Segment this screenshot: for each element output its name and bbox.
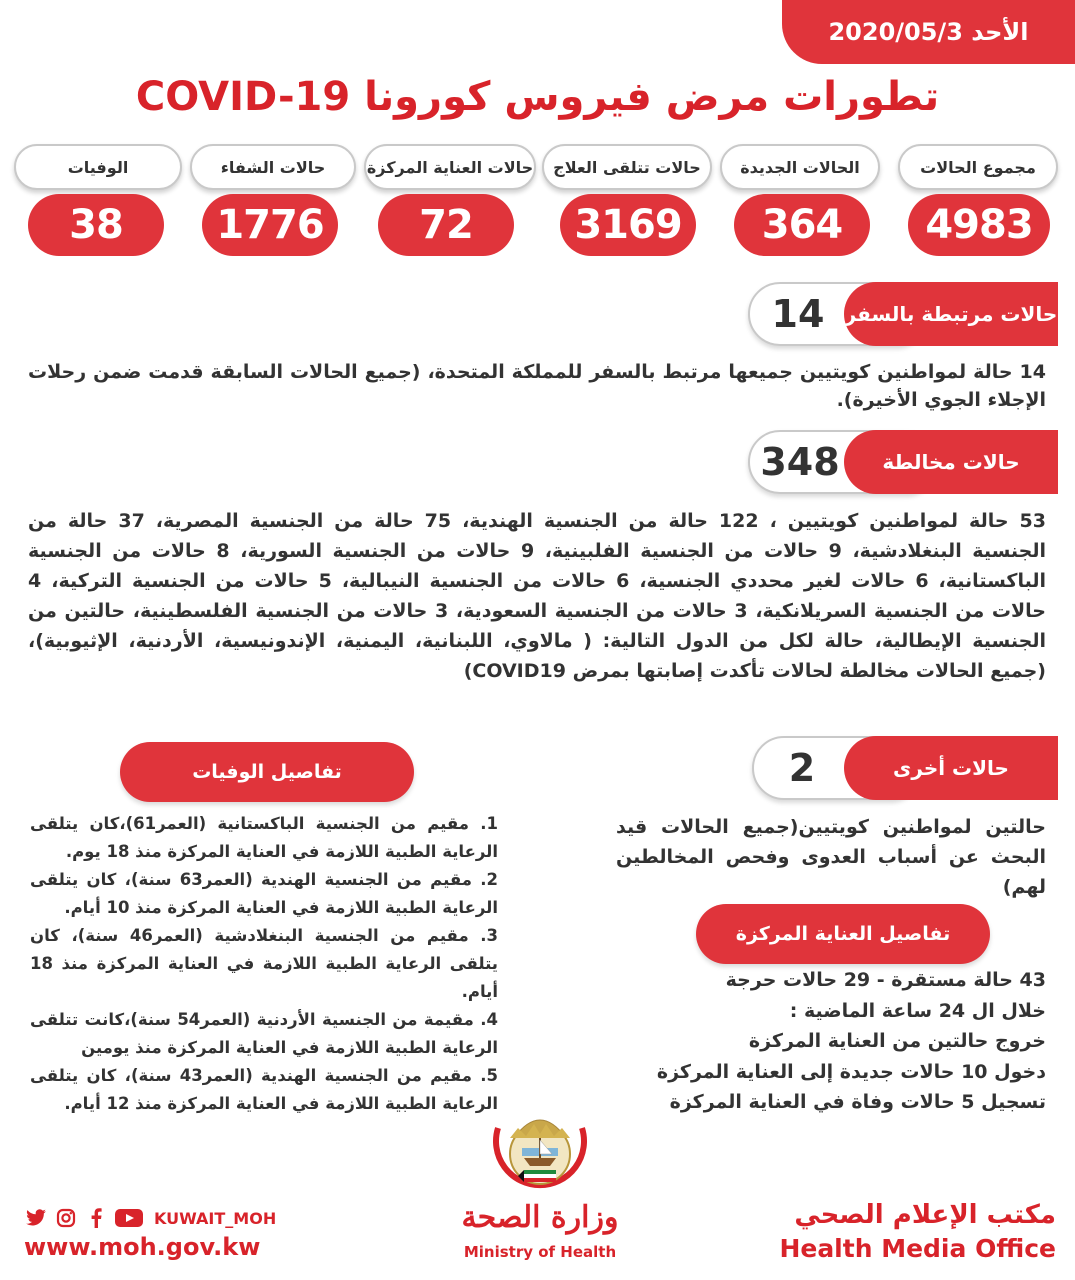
contact-section-header [748,430,1058,494]
other-section-header [752,736,1058,800]
icu-line-1: 43 حالة مستقرة - 29 حالات حرجة [725,969,1046,991]
stat-value-recovered: 1776 [202,194,338,256]
other-count: 2 [788,746,816,790]
instagram-icon[interactable] [54,1207,78,1229]
stat-label-deaths: الوفيات [14,144,182,190]
ministry-name-en: Ministry of Health [463,1243,617,1261]
stat-value-treatment: 3169 [560,194,696,256]
contact-count: 348 [760,440,840,484]
contact-text: 53 حالة لمواطنين كويتيين ، 122 حالة من الجنسية الهندية، 75 حالة من الجنسية المصرية، 37 حالة من الجنسية البنغلادشية، 9 حالات من الجنسية الفلبينية، 9 حالات من الجنسية السورية، 8 حالات من الجنسية الباكستانية، 6 حالات لغير محددي الجنسية، 6 حالات من الجنسية النيبالية، 5 حالات من الجنسية التركية، 4 حالات من الجنسية السريلانكية، 3 حالات من الجنسية السعودية، 3 حالات من الجنسية الفلسطينية، حالتين من الجنسية الإيطالية، حالة لكل من الدول التالية: ( مالاوي، اللبنانية، اليمنية، الإندونيسية، الأردنية، الإثيوبية)، (جميع الحالات مخالطة لحالات تأكدت إصابتها بمرض COVID19) [28,510,1047,682]
icu-line-4: دخول 10 حالات جديدة إلى العناية المركزة [656,1060,1046,1083]
other-text: حالتين لمواطنين كويتيين(جميع الحالات قيد البحث عن أسباب العدوى وفحص المخالطين لهم) [616,816,1046,898]
twitter-icon[interactable] [24,1207,48,1229]
office-name-en: Health Media Office [779,1234,1056,1263]
icu-line-2: خلال ال 24 ساعة الماضية : [789,999,1046,1022]
icu-details-title: تفاصيل العناية المركزة [696,904,990,964]
ministry-name-ar: وزارة الصحة [461,1200,619,1235]
death-item-3: 3. مقيم من الجنسية البنغلادشية (العمر46 سنة)، كان يتلقى الرعاية الطبية اللازمة في العناية المركزة منذ 18 أيام. [30,926,498,1001]
travel-section-header [748,282,1058,346]
stat-label-recovered: حالات الشفاء [190,144,356,190]
page-title: تطورات مرض فيروس كورونا COVID-19 [135,74,940,120]
contact-label: حالات مخالطة [844,430,1058,494]
deaths-details-title: تفاصيل الوفيات [120,742,414,802]
stat-value-total: 4983 [908,194,1050,256]
icu-list [560,965,1046,1118]
stat-label-treatment: حالات تتلقى العلاج [542,144,712,190]
social-links [24,1207,284,1229]
travel-label: حالات مرتبطة بالسفر [844,282,1058,346]
stat-label-new: الحالات الجديدة [720,144,880,190]
travel-text: 14 حالة لمواطنين كويتيين جميعها مرتبط بالسفر للمملكة المتحدة، (جميع الحالات السابقة قدمت ضمن رحلات الإجلاء الجوي الأخيرة). [28,361,1046,411]
icu-line-5: تسجيل 5 حالات وفاة في العناية المركزة [669,1091,1046,1113]
death-item-4: 4. مقيمة من الجنسية الأردنية (العمر54 سنة)،كانت تتلقى الرعاية الطبية اللازمة في العناية المركزة منذ يومين [30,1010,498,1057]
footer-contact [24,1207,284,1261]
deaths-list [30,810,498,1118]
social-handle[interactable]: KUWAIT_MOH [154,1208,277,1228]
stat-label-icu: حالات العناية المركزة [364,144,536,190]
death-item-2: 2. مقيم من الجنسية الهندية (العمر63 سنة)، كان يتلقى الرعاية الطبية اللازمة في العناية المركزة منذ 10 أيام. [30,870,498,917]
stat-value-new: 364 [734,194,870,256]
facebook-icon[interactable] [84,1207,108,1229]
youtube-icon[interactable] [114,1207,144,1229]
death-item-1: 1. مقيم من الجنسية الباكستانية (العمر61)،كان يتلقى الرعاية الطبية اللازمة في العناية المركزة منذ 18 يوم. [30,814,498,861]
travel-count: 14 [771,292,825,336]
date-tab [782,0,1075,64]
kuwait-emblem-icon [470,1108,610,1204]
stat-value-icu: 72 [378,194,514,256]
stat-label-total: مجموع الحالات [898,144,1058,190]
date-text: الأحد 2020/05/3 [828,18,1029,46]
website-link[interactable]: www.moh.gov.kw [24,1233,261,1261]
stat-value-deaths: 38 [28,194,164,256]
office-name-ar: مكتب الإعلام الصحي [794,1200,1056,1230]
icu-line-3: خروج حالتين من العناية المركزة [748,1030,1046,1052]
other-label: حالات أخرى [844,736,1058,800]
death-item-5: 5. مقيم من الجنسية الهندية (العمر43 سنة)، كان يتلقى الرعاية الطبية اللازمة في العناية المركزة منذ 12 أيام. [30,1066,498,1113]
